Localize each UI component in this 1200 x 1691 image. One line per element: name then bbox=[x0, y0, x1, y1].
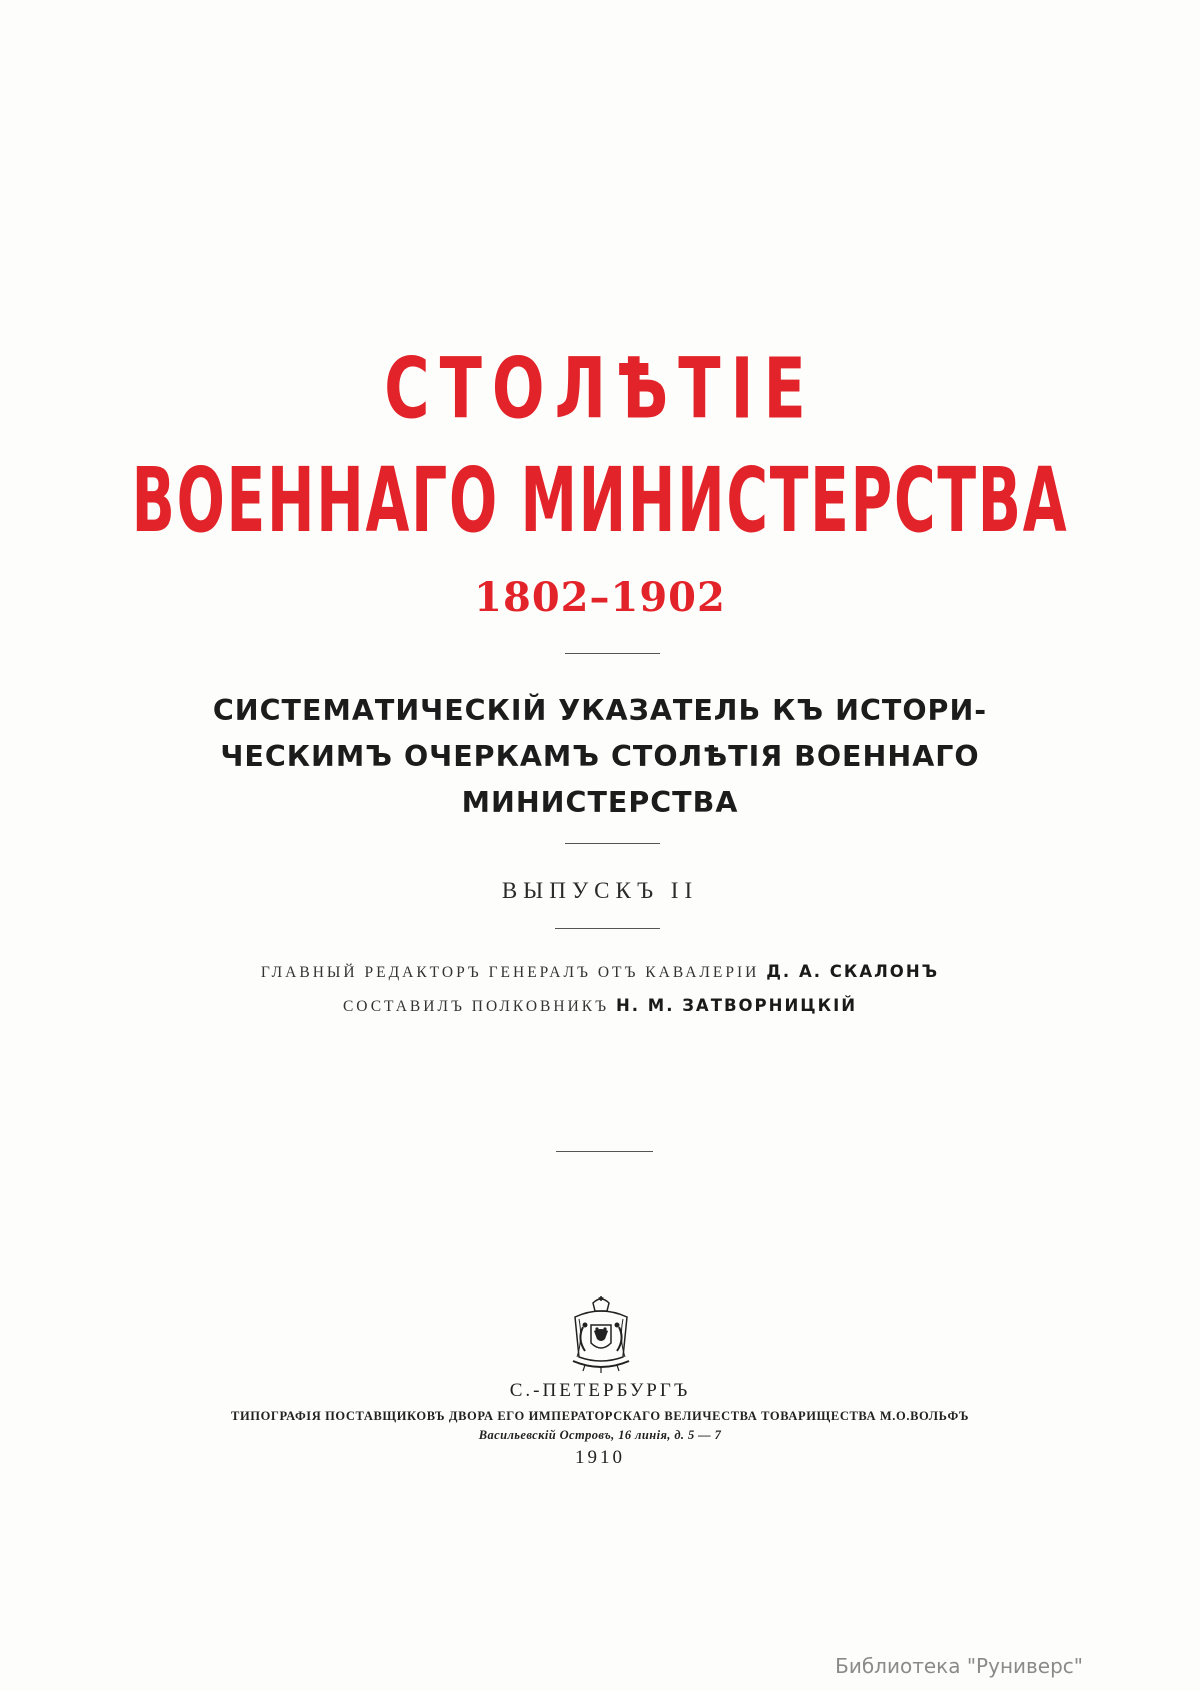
divider-3 bbox=[555, 928, 660, 929]
imprint-city: С.-ПЕТЕРБУРГЪ bbox=[509, 1380, 691, 1401]
issue-number: ВЫПУСКЪ II bbox=[501, 878, 699, 903]
library-watermark: Библиотека "Руниверс" bbox=[835, 1654, 1083, 1678]
title-years: 1802–1902 bbox=[474, 574, 726, 621]
imprint-year: 1910 bbox=[575, 1447, 625, 1468]
imperial-coat-of-arms-icon bbox=[563, 1295, 639, 1375]
divider-4 bbox=[556, 1151, 653, 1152]
imprint-printer: ТИПОГРАФІЯ ПОСТАВЩИКОВЪ ДВОРА ЕГО ИМПЕРАТОРСКАГО ВЕЛИЧЕСТВА ТОВАРИЩЕСТВА М.О.ВОЛЬФЪ bbox=[231, 1409, 969, 1423]
imprint-address: Васильевскій Островъ, 16 линія, д. 5 — 7 bbox=[478, 1428, 722, 1442]
subtitle-line-2: ЧЕСКИМЪ ОЧЕРКАМЪ СТОЛѢТІЯ ВОЕННАГО bbox=[220, 740, 980, 773]
divider-2 bbox=[565, 843, 660, 844]
editor-credit bbox=[0, 962, 1200, 982]
subtitle bbox=[0, 688, 1200, 826]
editor-name: Д. А. СКАЛОНЪ bbox=[766, 962, 940, 981]
title-line-1: СТОЛѢТІЕ bbox=[384, 339, 816, 438]
title-line-2: ВОЕННАГО МИНИСТЕРСТВА bbox=[131, 448, 1069, 553]
compiler-role: СОСТАВИЛЪ ПОЛКОВНИКЪ bbox=[342, 998, 610, 1015]
compiler-name: Н. М. ЗАТВОРНИЦКІЙ bbox=[615, 996, 858, 1015]
subtitle-line-1: СИСТЕМАТИЧЕСКІЙ УКАЗАТЕЛЬ КЪ ИСТОРИ- bbox=[212, 694, 988, 727]
subtitle-line-3: МИНИСТЕРСТВА bbox=[461, 786, 739, 819]
divider-1 bbox=[565, 653, 660, 654]
compiler-credit bbox=[0, 996, 1200, 1016]
editor-role: ГЛАВНЫЙ РЕДАКТОРЪ ГЕНЕРАЛЪ ОТЪ КАВАЛЕРІИ bbox=[260, 964, 760, 981]
